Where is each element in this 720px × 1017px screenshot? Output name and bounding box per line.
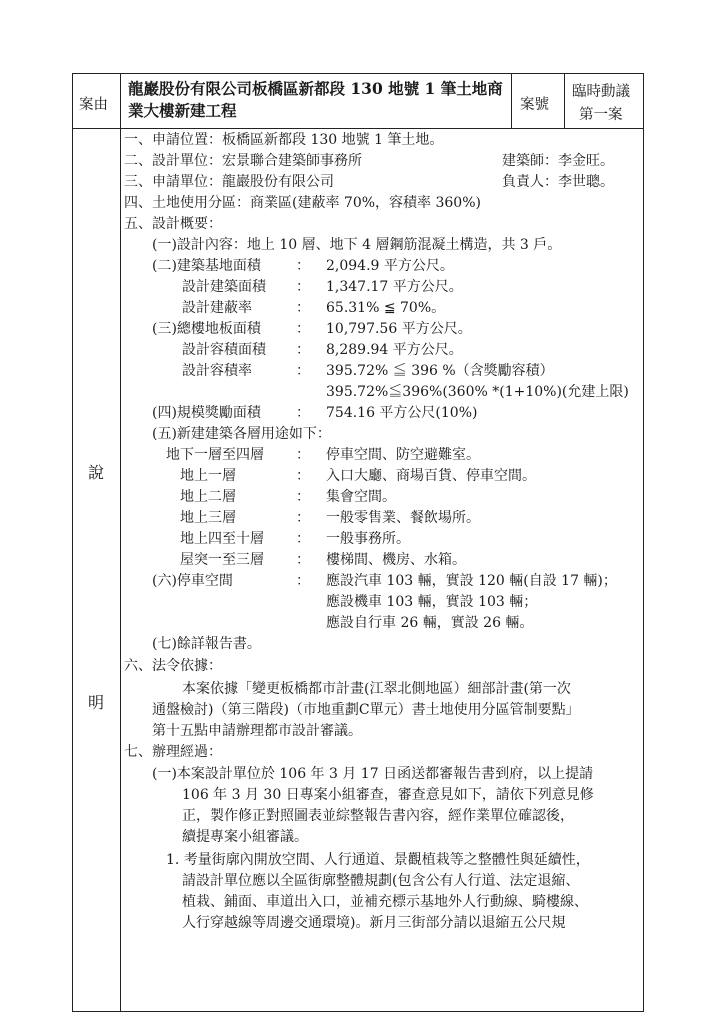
floor-name: 地上四至十層 xyxy=(180,531,264,547)
area-value: 395.72% ≦ 396 %（含獎勵容積） xyxy=(326,363,554,379)
item-location: 一、申請位置：板橋區新都段 130 地號 1 筆土地。 xyxy=(124,132,444,148)
section7-heading: 七、辦理經過： xyxy=(124,744,222,760)
process-p1-line3: 正，製作修正對照圖表並綜整報告書內容，經作業單位確認後， xyxy=(182,808,574,824)
item-zoning: 四、土地使用分區：商業區(建蔽率 70%，容積率 360%) xyxy=(124,195,481,211)
process-p2-line2: 請設計單位應以全區街廓整體規劃(包含公有人行道、法定退縮、 xyxy=(182,873,580,889)
colon: ： xyxy=(296,573,310,589)
floor-name: 屋突一至三層 xyxy=(180,552,264,568)
colon: ： xyxy=(296,363,310,379)
area-value: 8,289.94 平方公尺。 xyxy=(326,342,463,358)
case-no-divider-right xyxy=(564,73,565,128)
floor-use: 一般零售業、餐飲場所。 xyxy=(326,510,480,526)
see-report: (七)餘詳報告書。 xyxy=(152,636,261,652)
section6-body-line2: 通盤檢討)（第三階段)（市地重劃C單元）書土地使用分區管制要點」 xyxy=(152,702,580,718)
process-p2-line1: 1. 考量街廓內開放空間、人行通道、景觀植栽等之整體性與延續性， xyxy=(166,852,590,868)
area-name: (四)規模獎勵面積 xyxy=(152,405,261,421)
process-p1-line4: 續提專案小組審議。 xyxy=(182,829,308,845)
section6-heading: 六、法令依據： xyxy=(124,658,222,674)
case-no-line2: 第一案 xyxy=(579,107,623,123)
colon: ： xyxy=(296,489,310,505)
floor-name: 地上二層 xyxy=(180,489,236,505)
area-name: (五)新建建築各層用途如下： xyxy=(152,426,331,442)
floor-name: 地上一層 xyxy=(180,468,236,484)
parking-label: (六)停車空間 xyxy=(152,573,233,589)
area-value: 65.31% ≦ 70%。 xyxy=(326,300,446,316)
process-p2-line3: 植栽、鋪面、車道出入口，並補充標示基地外人行動線、騎樓線、 xyxy=(182,894,588,910)
colon: ： xyxy=(296,258,310,274)
parking-motorcycle: 應設機車 103 輛，實設 103 輛； xyxy=(326,594,538,610)
colon: ： xyxy=(296,510,310,526)
side-label-char2: 明 xyxy=(88,693,105,712)
area-value: 395.72%≦396%(360% *(1+10%)(允建上限) xyxy=(326,384,629,400)
colon: ： xyxy=(296,300,310,316)
floor-name: 地下一層至四層 xyxy=(166,447,264,463)
floor-use: 一般事務所。 xyxy=(326,531,410,547)
colon: ： xyxy=(296,279,310,295)
area-name: 設計建築面積 xyxy=(182,279,266,295)
item-design-summary: 五、設計概要： xyxy=(124,216,222,232)
label-column-divider xyxy=(120,73,121,1012)
parking-car: 應設汽車 103 輛，實設 120 輛(自設 17 輛)； xyxy=(326,573,617,589)
item-applicant: 三、申請單位：龍巖股份有限公司 xyxy=(124,174,334,190)
colon: ： xyxy=(296,405,310,421)
representative-name: 負責人：李世聰。 xyxy=(502,174,614,190)
section6-body-line1: 本案依據「變更板橋都市計畫(江翠北側地區）細部計畫(第一次 xyxy=(182,681,571,697)
item-designer: 二、設計單位：宏景聯合建築師事務所 xyxy=(124,153,362,169)
floor-use: 樓梯間、機房、水箱。 xyxy=(326,552,466,568)
case-no-label: 案號 xyxy=(520,97,549,113)
colon: ： xyxy=(296,531,310,547)
section6-body-line3: 第十五點申請辦理都市設計審議。 xyxy=(152,723,362,739)
colon: ： xyxy=(296,552,310,568)
case-label: 案由 xyxy=(79,97,108,113)
case-title: 龍巖股份有限公司板橋區新都段 130 地號 1 筆土地商業大樓新建工程 xyxy=(128,79,503,120)
floor-use: 集會空間。 xyxy=(326,489,396,505)
floor-use: 入口大廳、商場百貨、停車空間。 xyxy=(326,468,536,484)
process-p1-line1: (一)本案設計單位於 106 年 3 月 17 日函送都審報告書到府，以上提請 xyxy=(152,766,594,782)
case-no-line1: 臨時動議 xyxy=(572,84,630,100)
area-name: (三)總樓地板面積 xyxy=(152,321,261,337)
architect-name: 建築師：李金旺。 xyxy=(502,153,614,169)
parking-bicycle: 應設自行車 26 輛，實設 26 輛。 xyxy=(326,615,534,631)
area-name: 設計容積率 xyxy=(182,363,252,379)
area-value: 754.16 平方公尺(10%) xyxy=(326,405,478,421)
area-value: 1,347.17 平方公尺。 xyxy=(326,279,463,295)
colon: ： xyxy=(296,321,310,337)
colon: ： xyxy=(296,468,310,484)
floor-use: 停車空間、防空避難室。 xyxy=(326,447,480,463)
case-no-divider-left xyxy=(511,73,512,128)
design-content: (一)設計內容：地上 10 層、地下 4 層鋼筋混凝土構造，共 3 戶。 xyxy=(152,237,562,253)
process-p2-line4: 人行穿越線等周邊交通環境)。新月三街部分請以退縮五公尺規 xyxy=(182,915,566,931)
area-name: (二)建築基地面積 xyxy=(152,258,261,274)
header-divider xyxy=(72,128,644,129)
area-value: 10,797.56 平方公尺。 xyxy=(326,321,472,337)
side-label-char1: 說 xyxy=(88,463,105,482)
area-name: 設計容積面積 xyxy=(182,342,266,358)
floor-name: 地上三層 xyxy=(180,510,236,526)
colon: ： xyxy=(296,447,310,463)
area-value: 2,094.9 平方公尺。 xyxy=(326,258,454,274)
process-p1-line2: 106 年 3 月 30 日專案小組審查，審查意見如下，請依下列意見修 xyxy=(182,787,594,803)
colon: ： xyxy=(296,342,310,358)
area-name: 設計建蔽率 xyxy=(182,300,252,316)
